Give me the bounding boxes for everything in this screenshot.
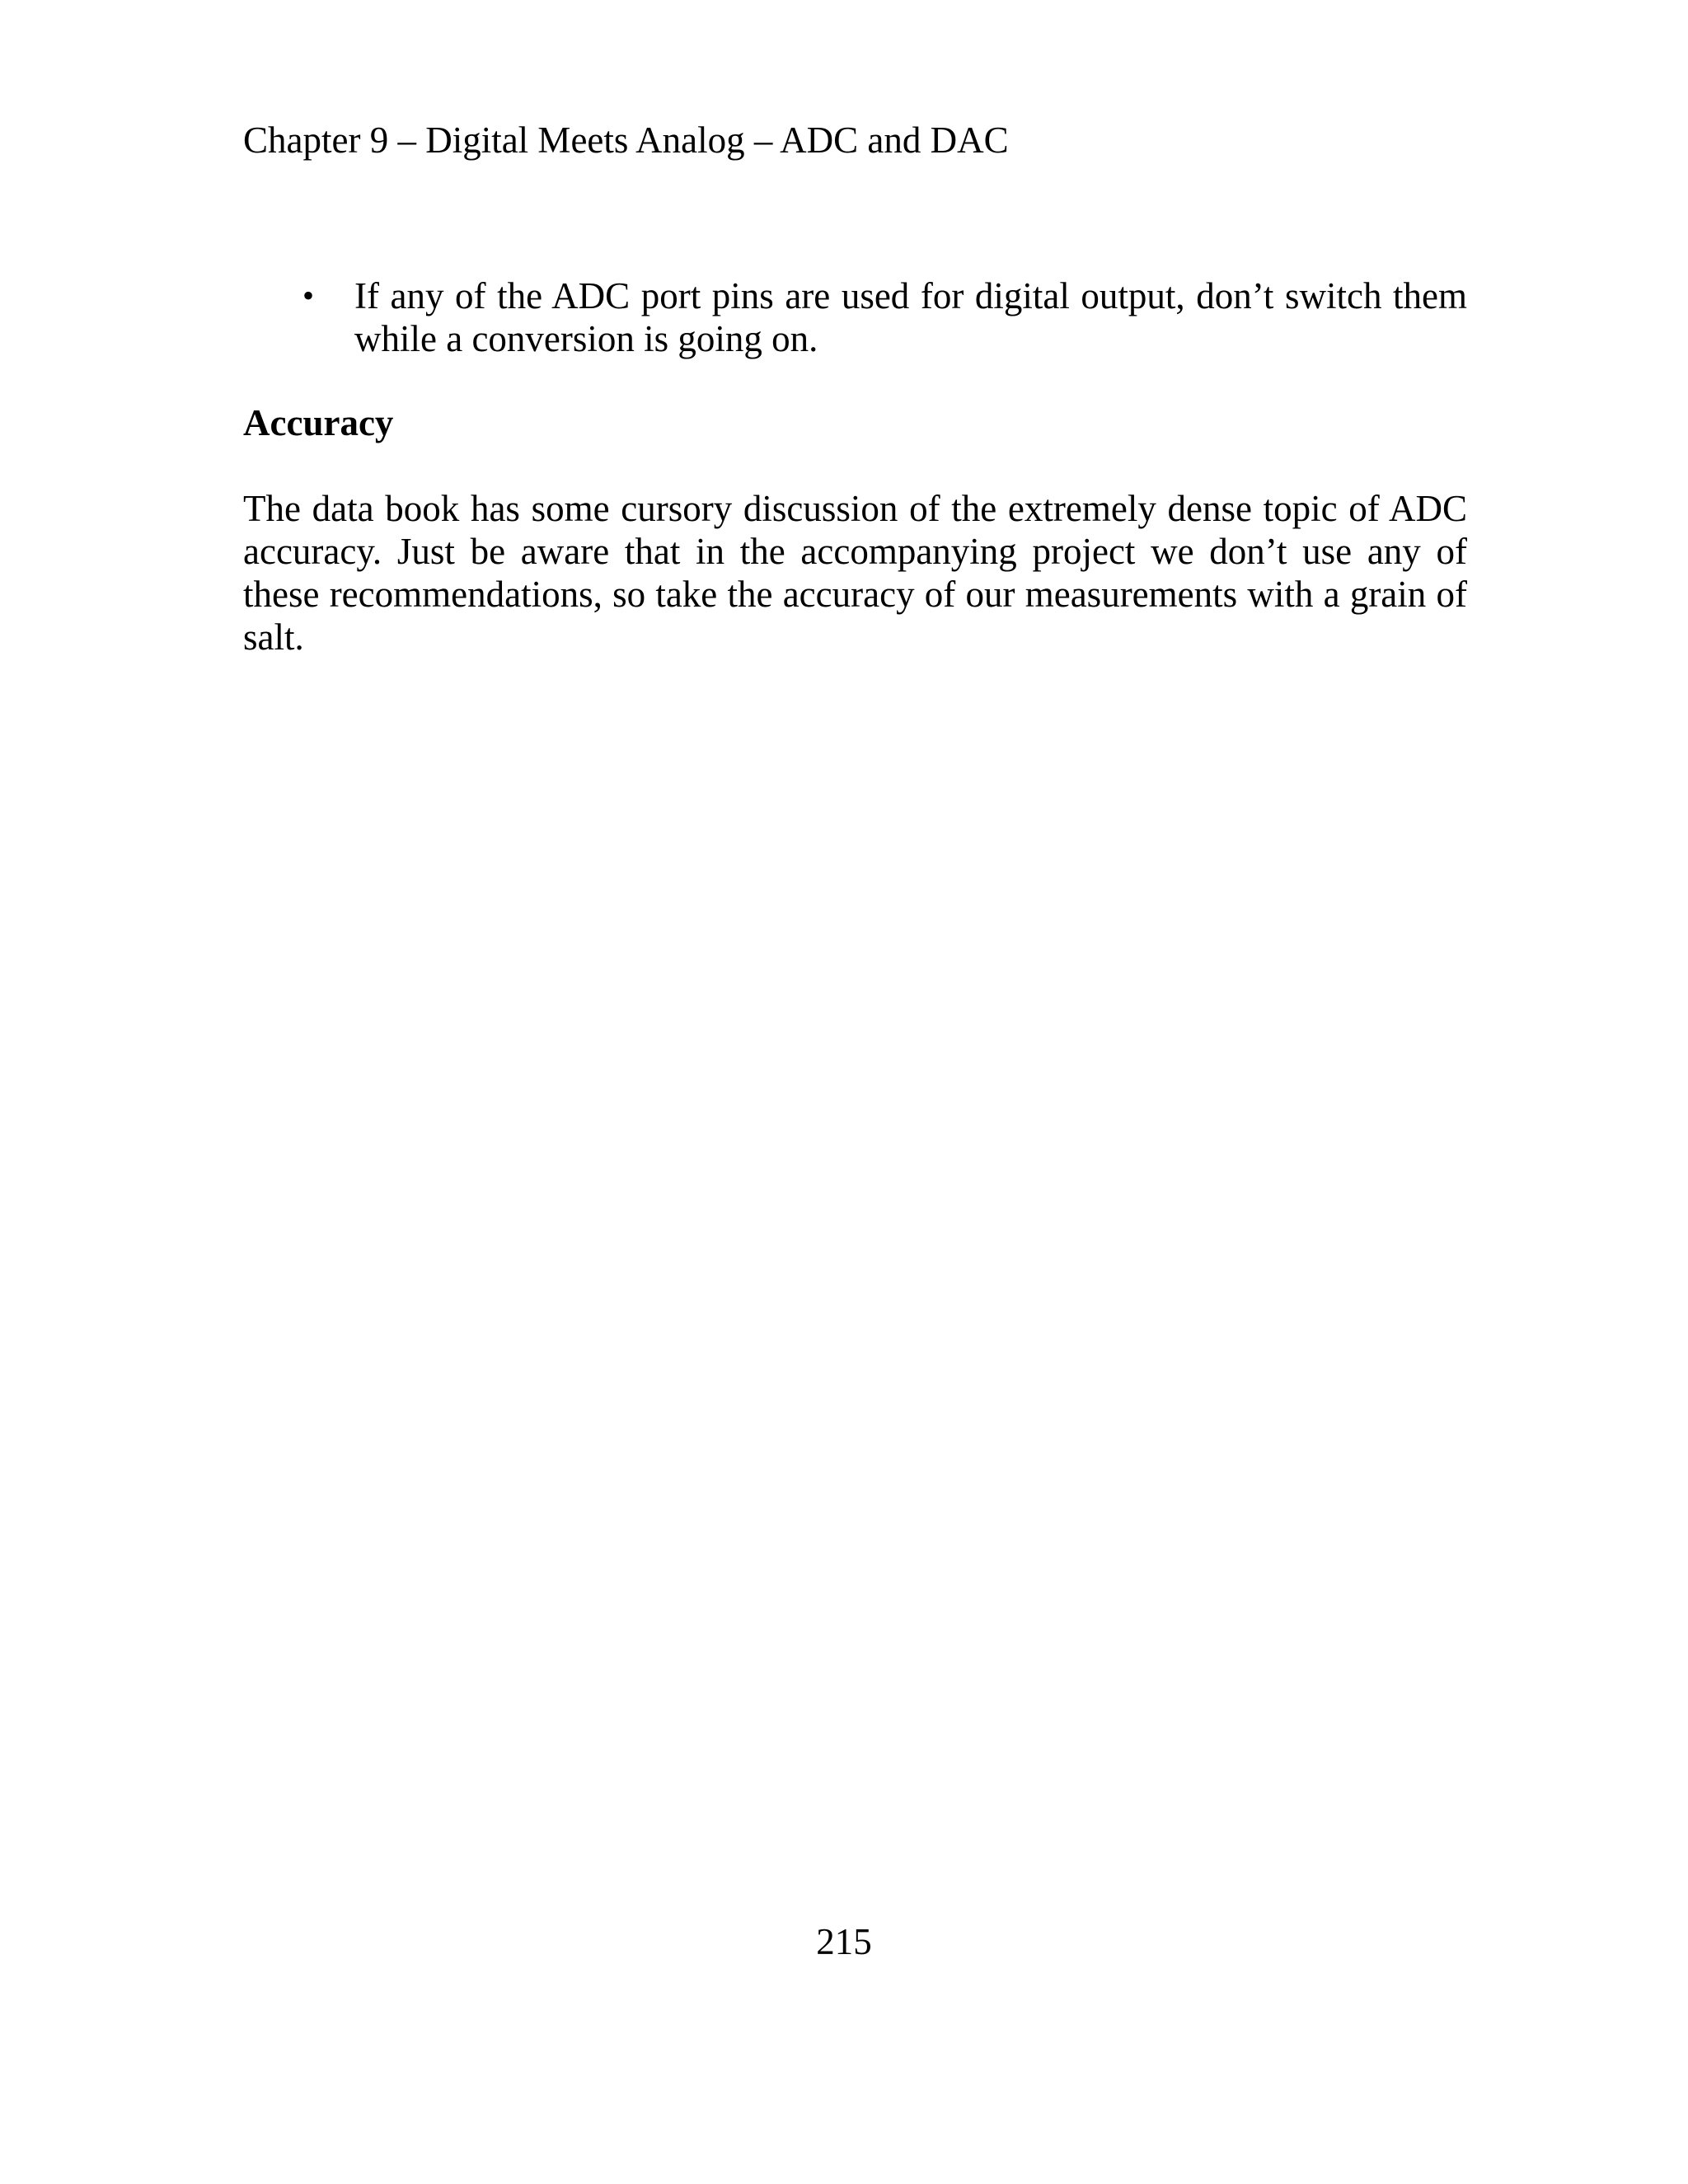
- section-heading: Accuracy: [243, 402, 394, 443]
- page-body: [243, 274, 1467, 658]
- bullet-icon: •: [302, 277, 315, 314]
- bullet-text: If any of the ADC port pins are used for digital output, don’t switch them while a conversion is going on.: [354, 275, 1467, 359]
- bullet-item: [243, 274, 1467, 360]
- bullet-list: [243, 274, 1467, 360]
- running-header: Chapter 9 – Digital Meets Analog – ADC and DAC: [243, 120, 1009, 161]
- page-number: 215: [816, 1921, 872, 1962]
- body-paragraph: The data book has some cursory discussion of the extremely dense topic of ADC accuracy. Just be aware that in the accompanying project we don’t use any of these recommendations, so take the accuracy of our measurements with a grain of salt.: [243, 488, 1467, 658]
